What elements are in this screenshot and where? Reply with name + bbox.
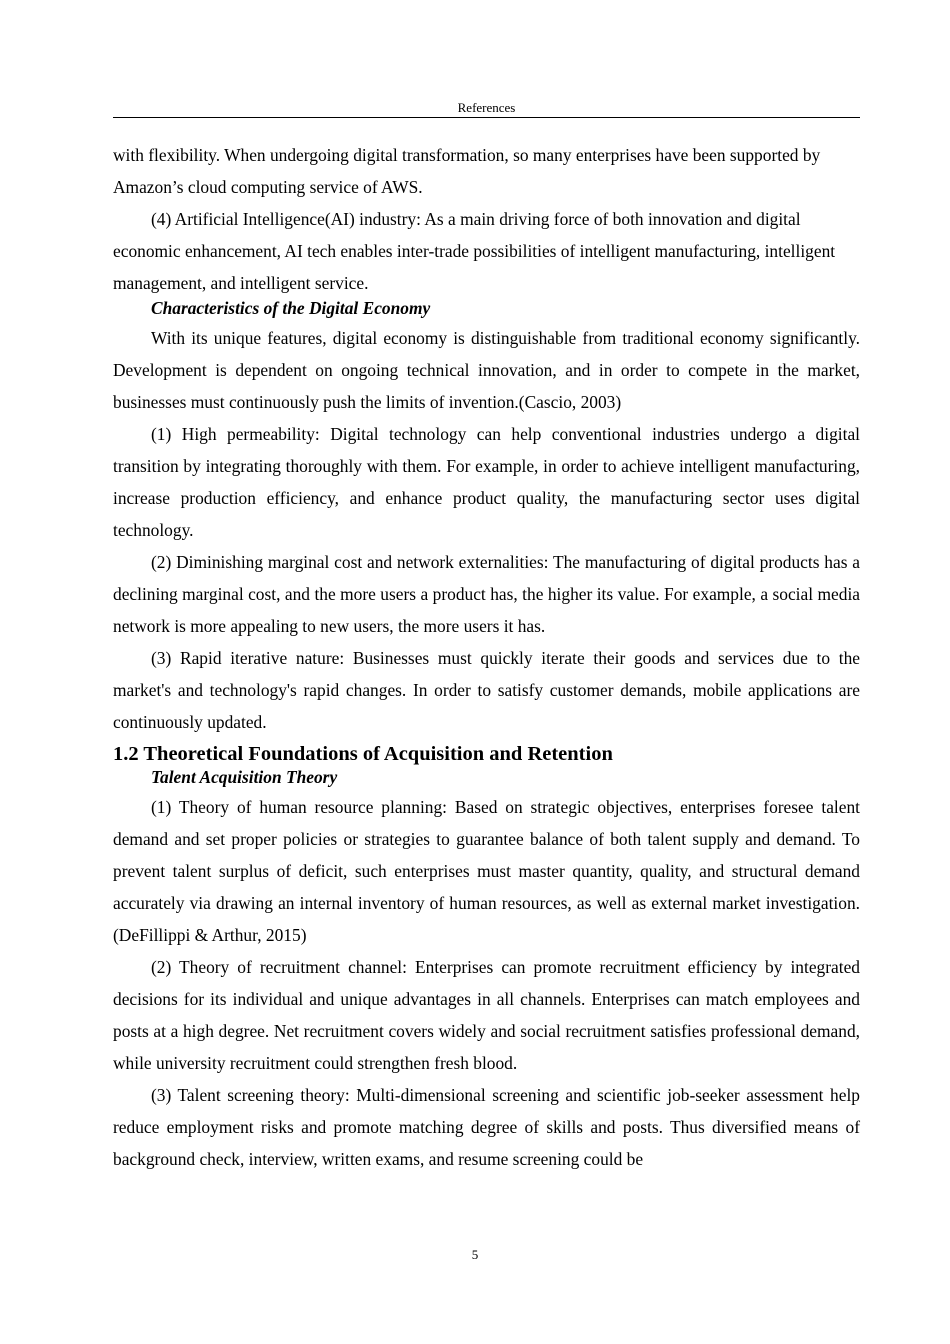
section-heading-1-2: 1.2 Theoretical Foundations of Acquisition and Retention (113, 743, 613, 765)
page-number (0, 1247, 950, 1263)
paragraph-marginal-cost: (2) Diminishing marginal cost and network externalities: The manufacturing of digital products has a declining marginal cost, and the more users a product has, the higher its value. For example, a social media network is more appealing to new users, the more users it has. (113, 552, 860, 636)
paragraph-recruitment-channel: (2) Theory of recruitment channel: Enterprises can promote recruitment efficiency by integrated decisions for its individual and unique advantages in all channels. Enterprises can match employees and posts at a high degree. Net recruitment covers widely and social recruitment satisfies professional demand, while university recruitment could strengthen fresh blood. (113, 957, 860, 1073)
paragraph-high-permeability: (1) High permeability: Digital technology can help conventional industries undergo a digital transition by integrating thoroughly with them. For example, in order to achieve intelligent manufacturing, increase production efficiency, and enhance product quality, the manufacturing sector uses digital technology. (113, 424, 860, 540)
paragraph-ai-industry: (4) Artificial Intelligence(AI) industry: As a main driving force of both innovation and digital economic enhancement, AI tech enables inter-trade possibilities of intelligent manufacturing, intelligent management, and intelligent service. (113, 209, 836, 293)
paragraph-unique-features: With its unique features, digital economy is distinguishable from traditional economy significantly. Development is dependent on ongoing technical innovation, and in order to compete in the market, businesses must continuously push the limits of invention.(Cascio, 2003) (113, 328, 860, 412)
page-body (113, 139, 860, 1175)
running-header (113, 100, 860, 118)
page-number-text: 5 (471, 1247, 479, 1262)
paragraph-aws-continuation: with flexibility. When undergoing digital transformation, so many enterprises have been supported by Amazon’s cloud computing service of AWS. (113, 145, 821, 197)
running-header-title: References (457, 100, 516, 115)
paragraph-rapid-iteration: (3) Rapid iterative nature: Businesses must quickly iterate their goods and services due to the market's and technology's rapid changes. In order to satisfy customer demands, mobile applications are continuously updated. (113, 648, 860, 732)
paragraph-talent-screening: (3) Talent screening theory: Multi-dimensional screening and scientific job-seeker assessment help reduce employment risks and promote matching degree of skills and posts. Thus diversified means of background check, interview, written exams, and resume screening could be (113, 1085, 860, 1169)
subheading-characteristics: Characteristics of the Digital Economy (151, 298, 431, 318)
subheading-talent-acquisition: Talent Acquisition Theory (151, 767, 338, 787)
paragraph-hr-planning: (1) Theory of human resource planning: Based on strategic objectives, enterprises foresee talent demand and set proper policies or strategies to guarantee balance of both talent supply and demand. To prevent talent surplus of deficit, such enterprises must master quantity, quality, and structural demand accurately via drawing an internal inventory of human resources, as well as external market investigation.(DeFillippi & Arthur, 2015) (113, 797, 860, 945)
